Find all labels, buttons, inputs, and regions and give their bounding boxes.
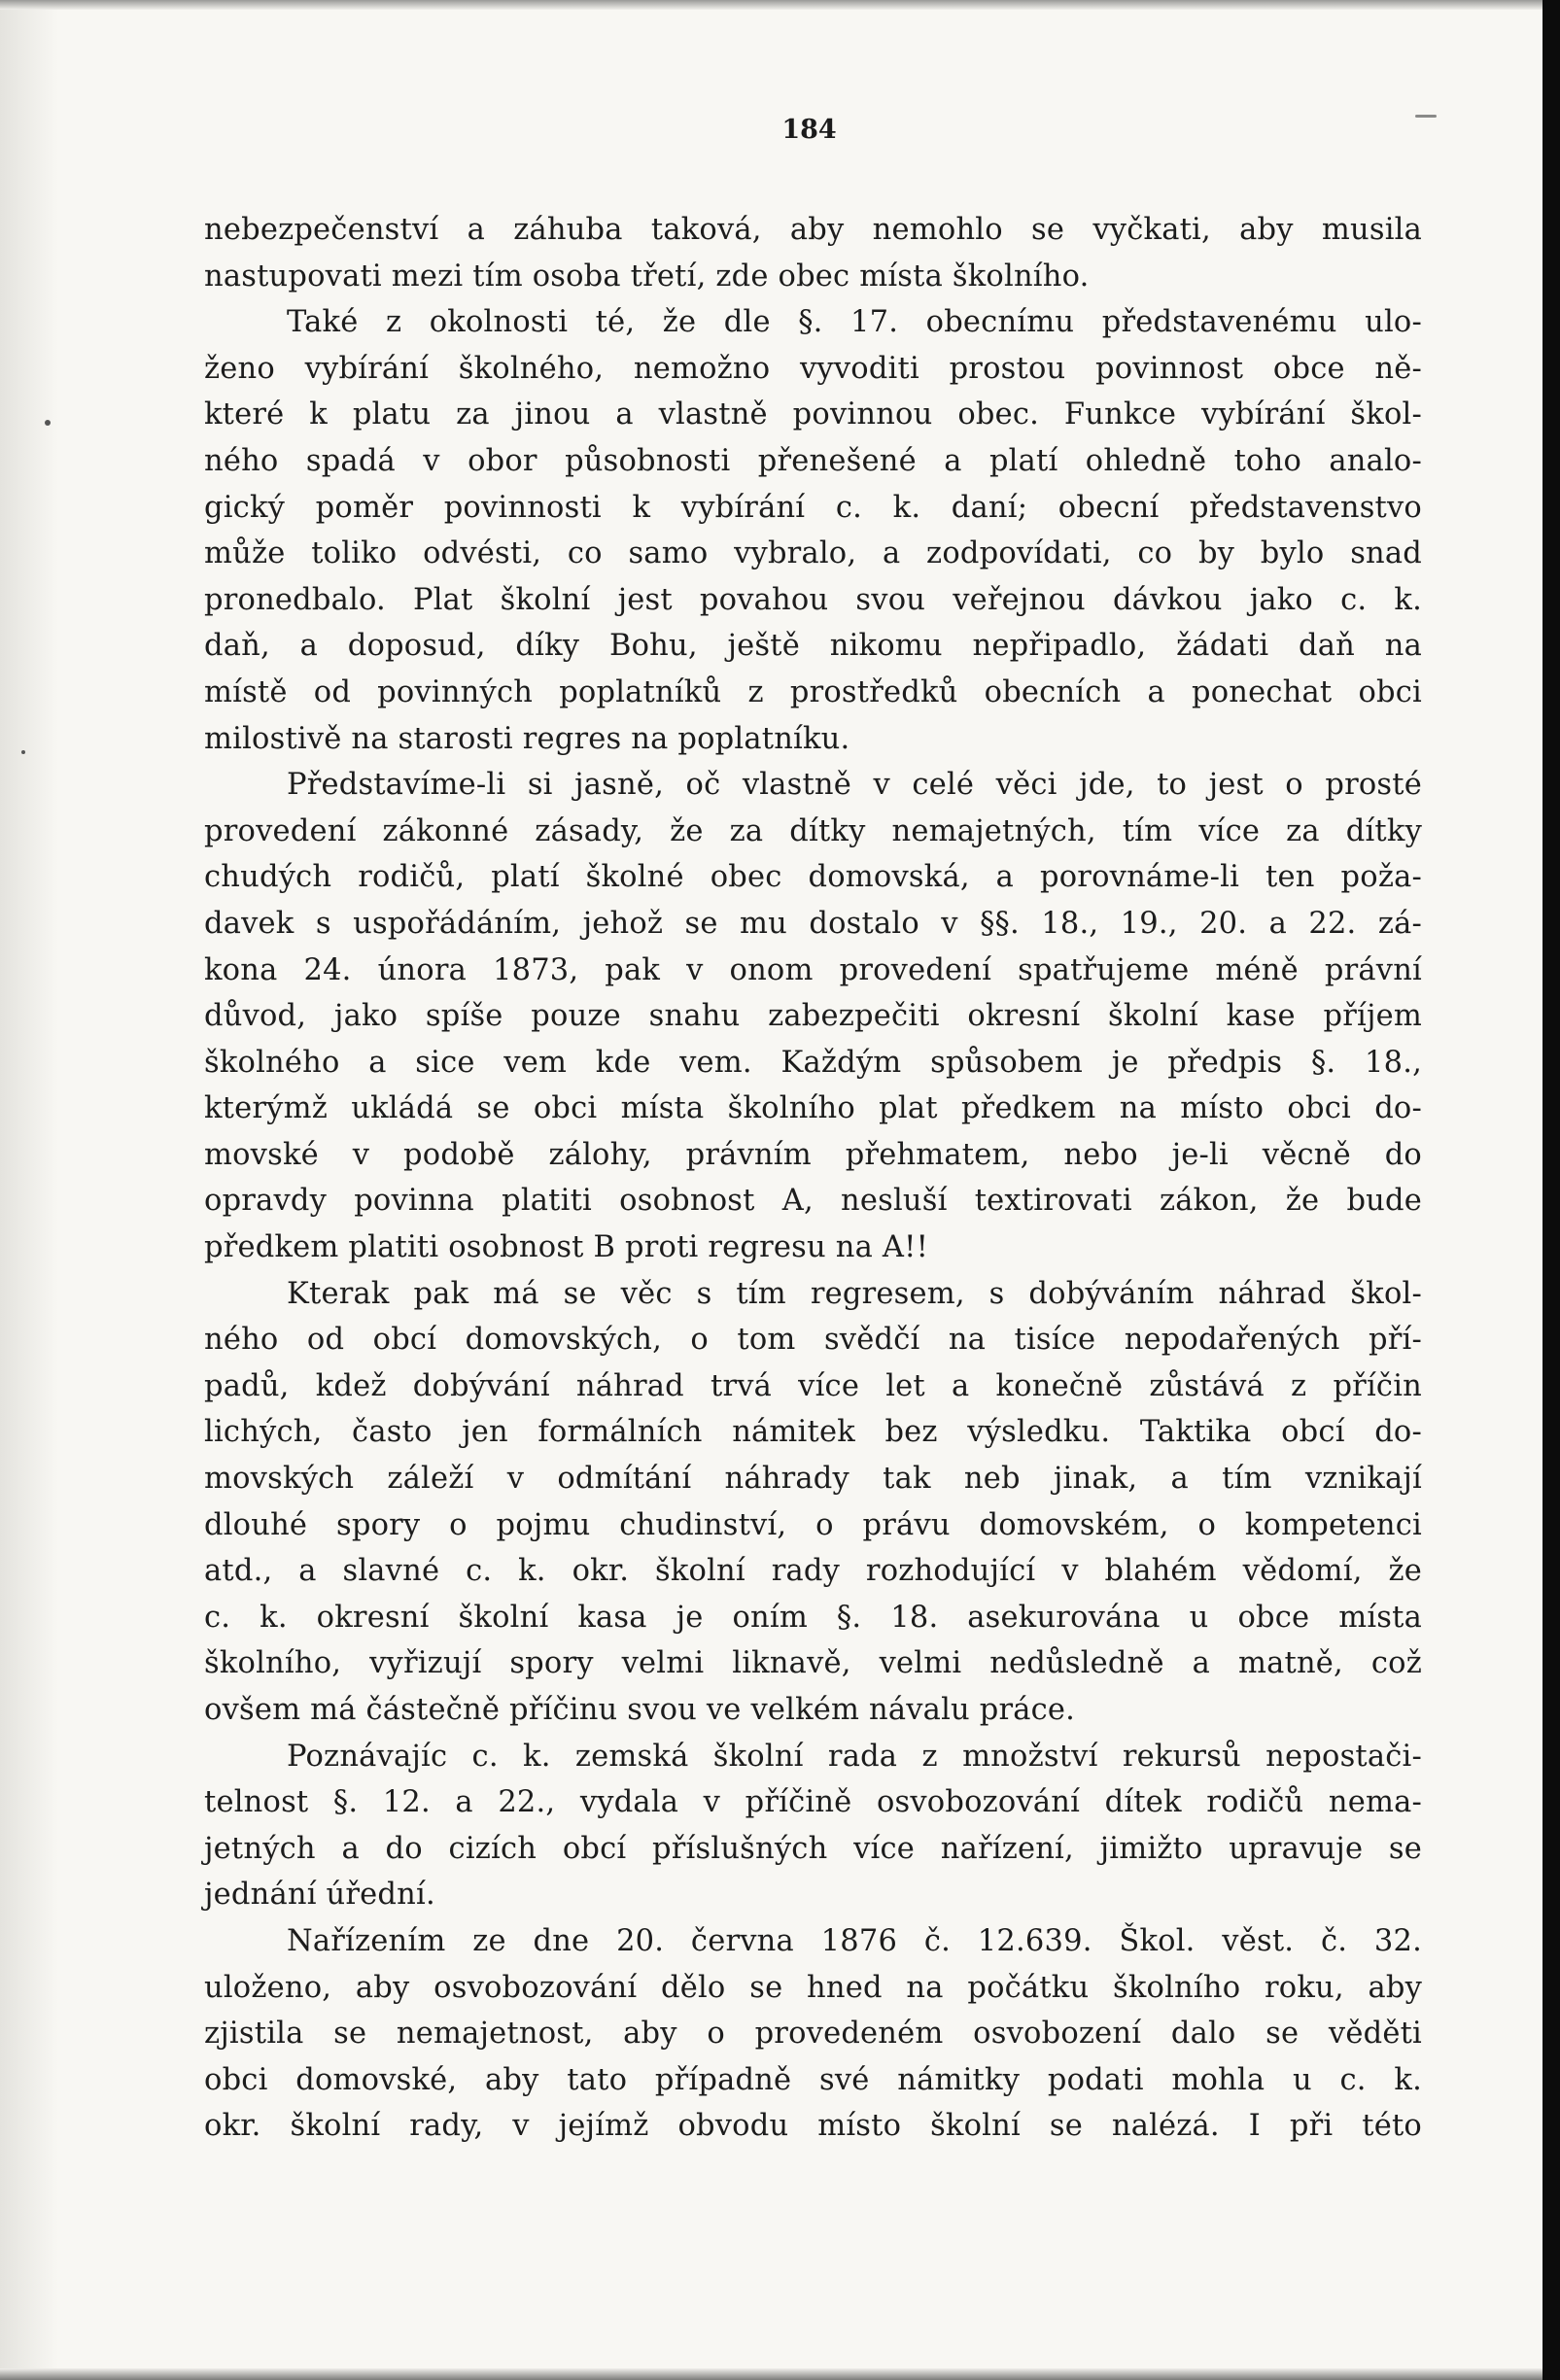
- paragraph: [204, 1271, 1422, 1734]
- paragraph: [204, 762, 1422, 1271]
- text-line: kona 24. února 1873, pak v onom provedení spatřujeme méně právní: [204, 952, 1422, 987]
- text-line: c. k. okresní školní kasa je oním §. 18. asekurována u obce místa: [204, 1600, 1422, 1635]
- dust-speck: [21, 750, 25, 754]
- text-line: movských záleží v odmítání náhrady tak neb jinak, a tím vznikají: [204, 1462, 1422, 1497]
- text-line: kterýmž ukládá se obci místa školního plat předkem na místo obci do-: [204, 1091, 1422, 1126]
- text-line: důvod, jako spíše pouze snahu zabezpečiti okresní školní kase příjem: [204, 999, 1422, 1034]
- text-line: školního, vyřizují spory velmi liknavě, velmi nedůsledně a matně, což: [204, 1646, 1422, 1681]
- paragraph: [204, 1734, 1422, 1918]
- text-line: Také z okolnosti té, že dle §. 17. obecnímu představenému ulo-: [287, 305, 1422, 340]
- text-line: dlouhé spory o pojmu chudinství, o právu domovském, o kompetenci: [204, 1507, 1422, 1542]
- paragraph: [204, 1918, 1422, 2150]
- paragraph: [204, 207, 1422, 299]
- text-line: padů, kdež dobývání náhrad trvá více let a konečně zůstává z příčin: [204, 1368, 1422, 1403]
- text-line: ného spadá v obor působnosti přenešené a platí ohledně toho analo-: [204, 443, 1422, 478]
- text-line: nebezpečenství a záhuba taková, aby nemohlo se vyčkati, aby musila: [204, 213, 1422, 247]
- paragraph: [204, 299, 1422, 762]
- text-line: které k platu za jinou a vlastně povinnou obec. Funkce vybírání škol-: [204, 397, 1422, 432]
- text-line: Kterak pak má se věc s tím regresem, s dobýváním náhrad škol-: [287, 1276, 1422, 1311]
- text-line: okr. školní rady, v jejímž obvodu místo školní se nalézá. I při této: [204, 2109, 1422, 2144]
- text-line: telnost §. 12. a 22., vydala v příčině osvobozování dítek rodičů nema-: [204, 1785, 1422, 1820]
- text-line: pronedbalo. Plat školní jest povahou svou veřejnou dávkou jako c. k.: [204, 582, 1422, 617]
- text-line: místě od povinných poplatníků z prostředků obecních a ponechat obci: [204, 674, 1422, 709]
- text-line: Představíme-li si jasně, oč vlastně v celé věci jde, to jest o prosté: [287, 768, 1422, 803]
- text-line: jednání úřední.: [204, 1878, 435, 1913]
- text-line: nastupovati mezi tím osoba třetí, zde obec místa školního.: [204, 259, 1090, 293]
- text-line: může toliko odvésti, co samo vybralo, a zodpovídati, co by bylo snad: [204, 536, 1422, 571]
- body-text: [204, 207, 1422, 2150]
- left-shadow: [0, 0, 58, 2380]
- text-line: movské v podobě zálohy, právním přehmatem, nebo je-li věcně do: [204, 1137, 1422, 1172]
- text-line: ovšem má částečně příčinu svou ve velkém návalu práce.: [204, 1693, 1076, 1727]
- text-line: předkem platiti osobnost B proti regresu na A!!: [204, 1230, 929, 1265]
- top-scan-edge: [0, 0, 1560, 10]
- text-line: uloženo, aby osvobozování dělo se hned na počátku školního roku, aby: [204, 1970, 1422, 2005]
- text-line: atd., a slavné c. k. okr. školní rady rozhodující v blahém vědomí, že: [204, 1554, 1422, 1589]
- bottom-scan-edge: [0, 2368, 1560, 2380]
- text-line: Nařízením ze dne 20. června 1876 č. 12.639. Škol. věst. č. 32.: [287, 1923, 1422, 1958]
- text-line: davek s uspořádáním, jehož se mu dostalo v §§. 18., 19., 20. a 22. zá-: [204, 906, 1422, 941]
- text-line: opravdy povinna platiti osobnost A, nesluší textirovati zákon, že bude: [204, 1184, 1422, 1219]
- text-line: zjistila se nemajetnost, aby o provedeném osvobození dalo se věděti: [204, 2017, 1422, 2052]
- right-scan-edge: [1543, 0, 1560, 2380]
- text-line: milostivě na starosti regres na poplatníku.: [204, 721, 850, 756]
- page-number: 184: [781, 115, 837, 145]
- text-line: provedení zákonné zásady, že za dítky nemajetných, tím více za dítky: [204, 813, 1422, 848]
- text-line: obci domovské, aby tato případně své námitky podati mohla u c. k.: [204, 2062, 1422, 2097]
- text-line: jetných a do cizích obcí příslušných více nařízení, jimižto upravuje se: [204, 1831, 1422, 1866]
- text-line: ženo vybírání školného, nemožno vyvoditi prostou povinnost obce ně-: [204, 351, 1422, 386]
- text-line: Poznávajíc c. k. zemská školní rada z množství rekursů nepostači-: [287, 1739, 1422, 1774]
- text-line: chudých rodičů, platí školné obec domovská, a porovnáme-li ten poža-: [204, 860, 1422, 895]
- dust-speck: [45, 420, 51, 426]
- text-line: školného a sice vem kde vem. Každým spůsobem je předpis §. 18.,: [204, 1045, 1422, 1080]
- text-line: daň, a doposud, díky Bohu, ještě nikomu nepřipadlo, žádati daň na: [204, 629, 1422, 664]
- text-line: gický poměr povinnosti k vybírání c. k. daní; obecní představenstvo: [204, 490, 1422, 525]
- text-line: lichých, často jen formálních námitek bez výsledku. Taktika obcí do-: [204, 1415, 1422, 1450]
- text-line: ného od obcí domovských, o tom svědčí na tisíce nepodařených pří-: [204, 1323, 1422, 1358]
